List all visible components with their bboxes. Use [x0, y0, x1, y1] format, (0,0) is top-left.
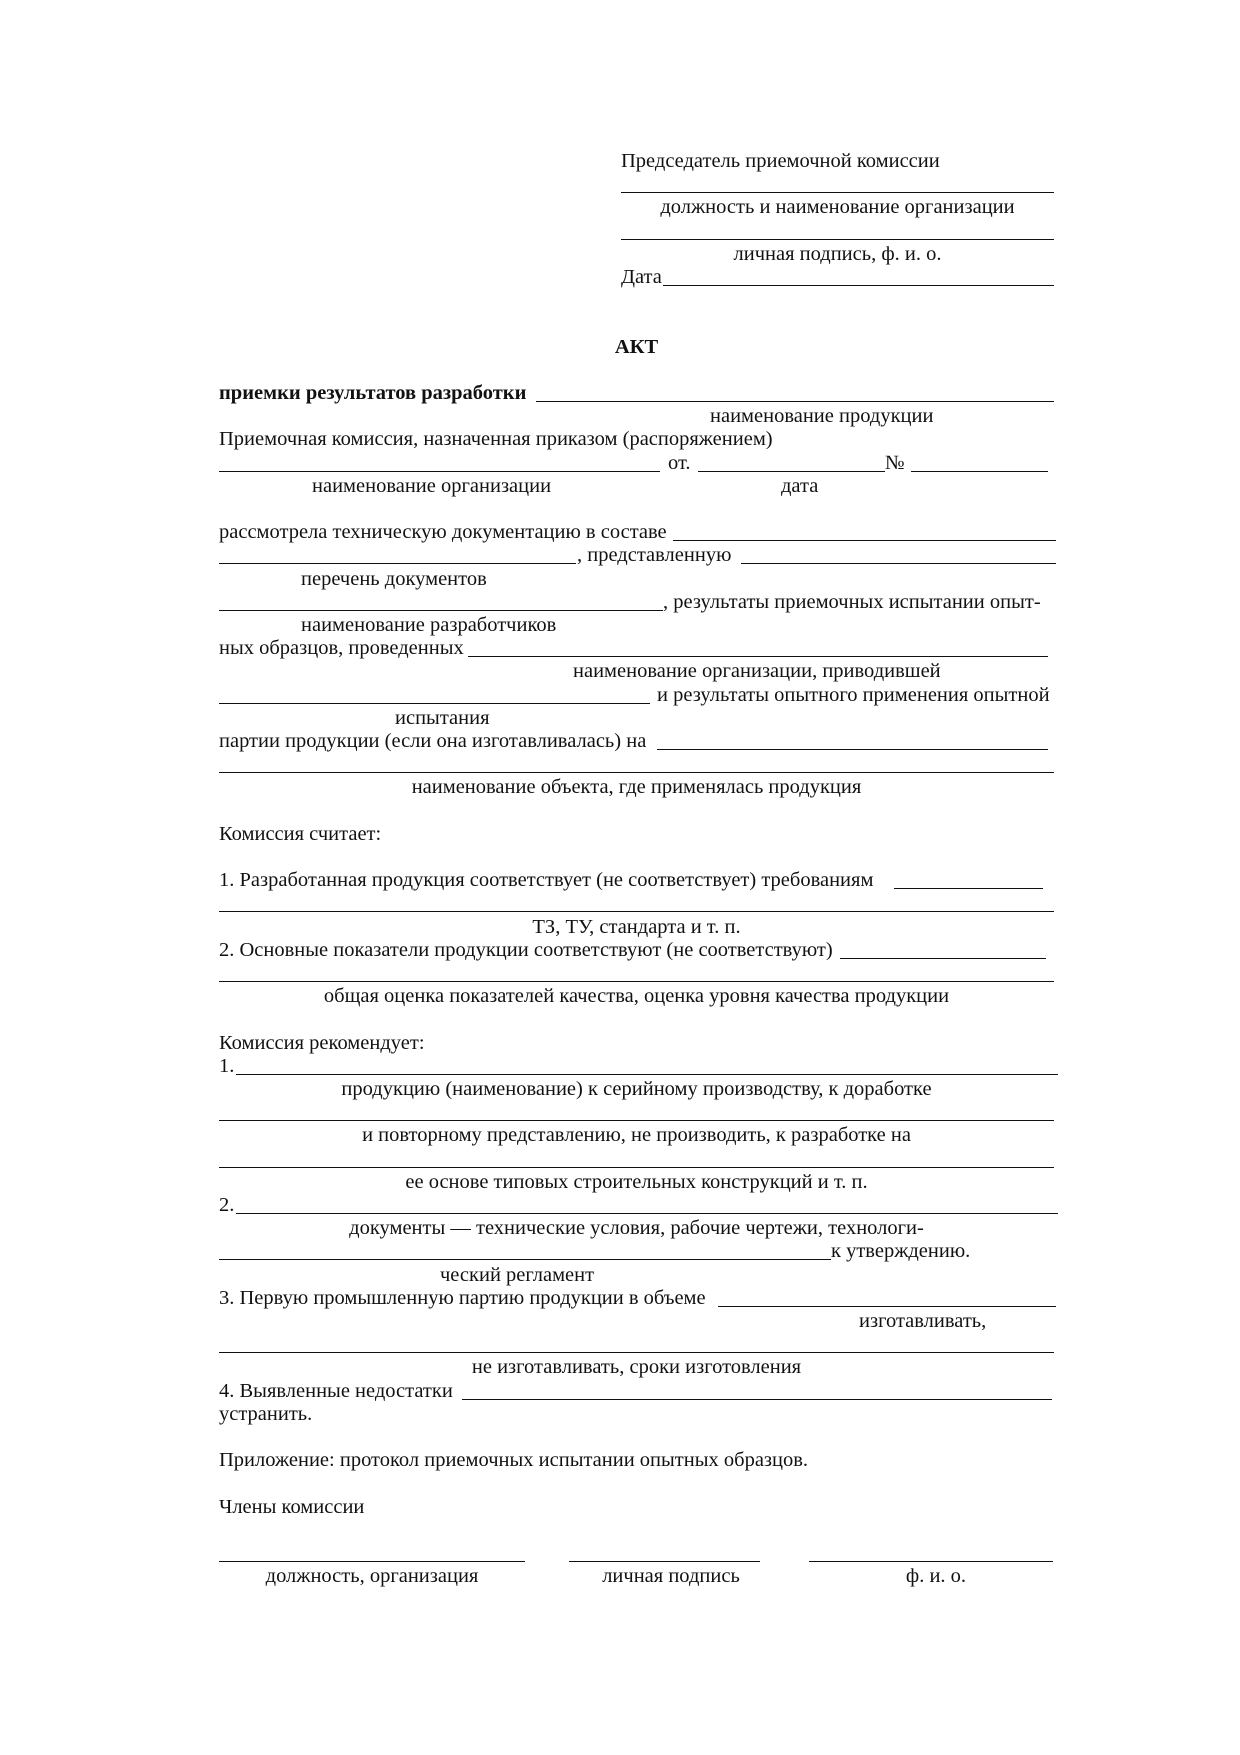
date-field[interactable]	[663, 285, 1054, 286]
testing-caption: испытания	[395, 707, 490, 729]
org-field[interactable]	[219, 471, 660, 472]
reviewed-text: рассмотрела техническую документацию в составе	[219, 521, 667, 543]
and-results-text: и результаты опытного применения опытной	[657, 684, 1050, 706]
rec-4-field[interactable]	[462, 1399, 1052, 1400]
rec-2-caption-a: документы — технические условия, рабочие чертежи, технологи-	[349, 1217, 924, 1239]
object-field-2[interactable]	[219, 772, 1054, 773]
rec-4-text: 4. Выявленные недостатки	[219, 1380, 453, 1402]
member-name-field[interactable]	[809, 1561, 1053, 1562]
from-label: от.	[668, 452, 691, 474]
object-caption: наименование объекта, где применялась продукция	[411, 776, 862, 798]
document-title: АКТ	[614, 336, 659, 358]
quality-caption: общая оценка показателей качества, оценка уровня качества продукции	[323, 985, 950, 1007]
rec-2-number: 2.	[219, 1194, 235, 1216]
rec-3-field-2[interactable]	[219, 1352, 1054, 1353]
presented-text: , представленную	[577, 544, 732, 566]
signature-caption: личная подпись, ф. и. о.	[733, 243, 942, 265]
considers-heading: Комиссия считает:	[219, 823, 382, 845]
samples-text: ных образцов, проведенных	[219, 637, 464, 659]
requirements-field-2[interactable]	[219, 911, 1054, 912]
product-name-caption: наименование продукции	[710, 405, 934, 427]
approval-text: к утверждению.	[831, 1240, 971, 1262]
committee-text: Приемочная комиссия, назначенная приказом (распоряжением)	[219, 428, 773, 450]
rec-2-caption-b: ческий регламент	[440, 1264, 595, 1286]
number-label: №	[885, 452, 905, 474]
considers-item-2: 2. Основные показатели продукции соответствуют (не соответствуют)	[219, 939, 833, 961]
rec-3-field[interactable]	[718, 1306, 1056, 1307]
rec-3-text: 3. Первую промышленную партию продукции в объеме	[219, 1287, 706, 1309]
developers-field[interactable]	[741, 563, 1056, 564]
testing-org-caption: наименование организации, приводившей	[573, 660, 941, 682]
results-text: , результаты приемочных испытании опыт-	[663, 591, 1041, 613]
rec-2-field-2[interactable]	[219, 1259, 831, 1260]
member-position-field[interactable]	[219, 1561, 525, 1562]
rec-1-field[interactable]	[236, 1074, 1058, 1075]
chairman-label: Председатель приемочной комиссии	[621, 150, 940, 172]
product-name-field[interactable]	[536, 401, 1054, 402]
order-number-field[interactable]	[911, 471, 1048, 472]
signature-field[interactable]	[621, 239, 1054, 240]
rec-1-field-3[interactable]	[219, 1167, 1054, 1168]
rec-1-number: 1.	[219, 1055, 235, 1077]
position-field[interactable]	[621, 192, 1054, 193]
developers-caption: наименование разработчиков	[301, 614, 557, 636]
quality-field-2[interactable]	[219, 981, 1054, 982]
document-subtitle: приемки результатов разработки	[219, 382, 527, 404]
considers-item-1: 1. Разработанная продукция соответствует (не соответствует) требованиям	[219, 869, 874, 891]
members-heading: Члены комиссии	[219, 1496, 365, 1518]
member-signature-field[interactable]	[569, 1561, 760, 1562]
recommends-heading: Комиссия рекомендует:	[219, 1032, 425, 1054]
rec-4-fix: устранить.	[219, 1403, 313, 1425]
member-position-caption: должность, организация	[265, 1565, 479, 1587]
attachment-text: Приложение: протокол приемочных испытании опытных образцов.	[219, 1449, 809, 1471]
docs-field-2[interactable]	[219, 563, 576, 564]
rec-3-caption-a: изготавливать,	[859, 1310, 987, 1332]
order-date-field[interactable]	[698, 471, 885, 472]
requirements-field[interactable]	[894, 888, 1043, 889]
rec-2-field[interactable]	[236, 1213, 1058, 1214]
object-field[interactable]	[657, 749, 1048, 750]
developers-field-2[interactable]	[219, 610, 663, 611]
org-caption: наименование организации	[312, 475, 552, 497]
member-name-caption: ф. и. о.	[905, 1565, 967, 1587]
docs-field[interactable]	[673, 540, 1056, 541]
doc-list-caption: перечень документов	[301, 568, 487, 590]
rec-3-caption-b: не изготавливать, сроки изготовления	[471, 1356, 802, 1378]
rec-1-caption-a: продукцию (наименование) к серийному производству, к доработке	[341, 1078, 932, 1100]
quality-field[interactable]	[840, 958, 1046, 959]
testing-org-field[interactable]	[468, 656, 1048, 657]
standards-caption: ТЗ, ТУ, стандарта и т. п.	[532, 916, 741, 938]
rec-1-field-2[interactable]	[219, 1120, 1054, 1121]
date-caption: дата	[781, 475, 819, 497]
rec-1-caption-b: и повторному представлению, не производить, к разработке на	[362, 1124, 911, 1146]
rec-1-caption-c: ее основе типовых строительных конструкций и т. п.	[405, 1171, 868, 1193]
date-label: Дата	[621, 266, 662, 288]
batch-text: партии продукции (если она изготавливалась) на	[219, 730, 647, 752]
testing-org-field-2[interactable]	[219, 703, 650, 704]
position-caption: должность и наименование организации	[660, 196, 1015, 218]
member-signature-caption: личная подпись	[602, 1565, 740, 1587]
